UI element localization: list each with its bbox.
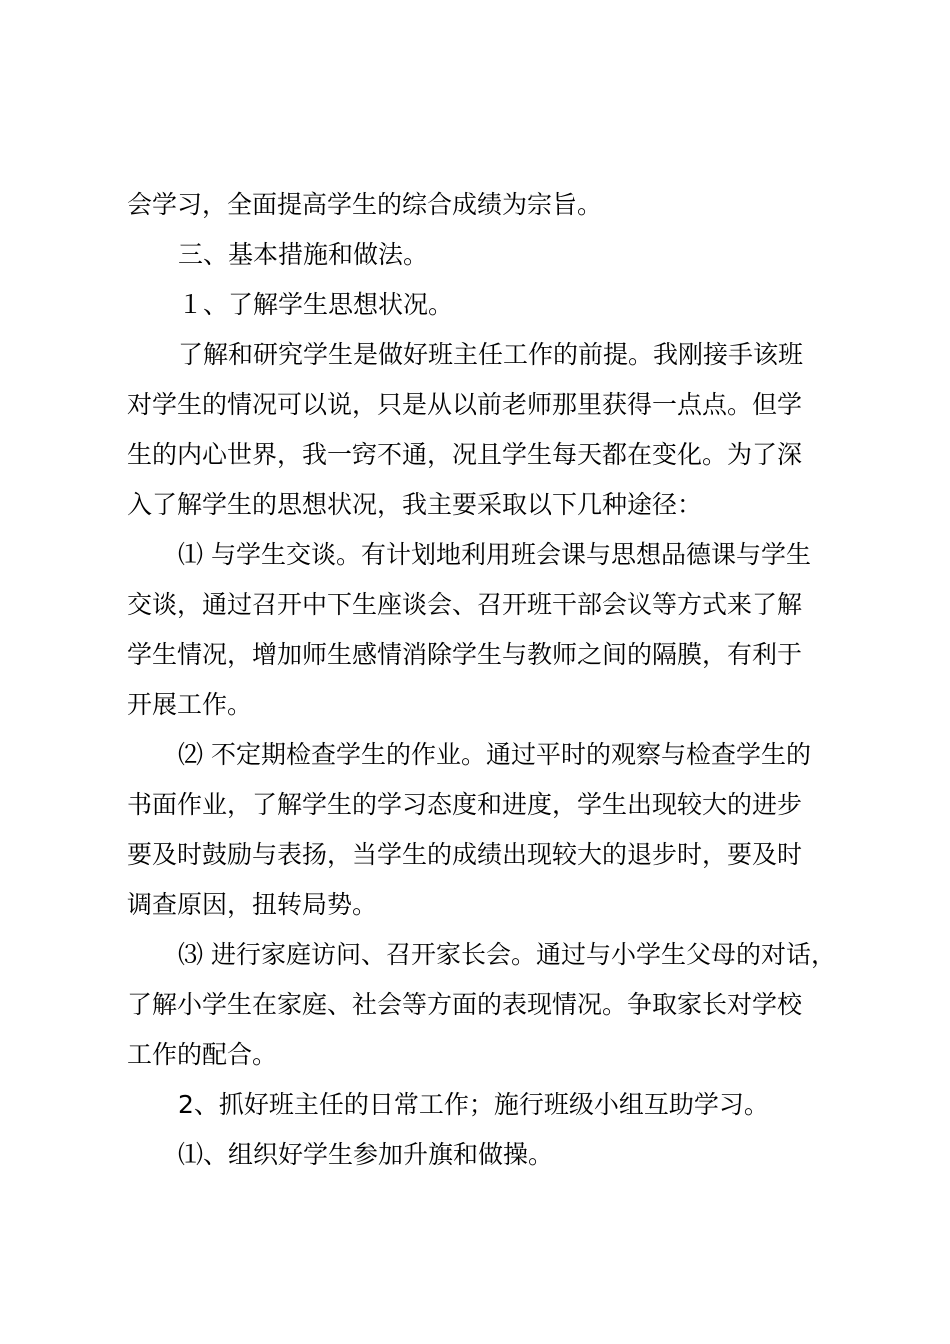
paragraph-line: 了解小学生在家庭、社会等方面的表现情况。争取家长对学校	[127, 990, 803, 1019]
paragraph-line: 对学生的情况可以说，只是从以前老师那里获得一点点。但学	[127, 390, 803, 419]
paragraph-line: ⑶ 进行家庭访问、召开家长会。通过与小学生父母的对话，	[178, 940, 836, 969]
paragraph-line: ⑴、组织好学生参加升旗和做操。	[178, 1140, 554, 1169]
paragraph-line: ⑵ 不定期检查学生的作业。通过平时的观察与检查学生的	[178, 740, 811, 769]
section-heading: 三、基本措施和做法。	[178, 240, 429, 269]
paragraph-line: 生的内心世界，我一窍不通，况且学生每天都在变化。为了深	[127, 440, 803, 469]
paragraph-line: 工作的配合。	[127, 1040, 278, 1069]
paragraph-line: 学生情况，增加师生感情消除学生与教师之间的隔膜，有利于	[127, 640, 803, 669]
paragraph-line: 入了解学生的思想状况，我主要采取以下几种途径：	[127, 490, 703, 519]
paragraph-line: 书面作业，了解学生的学习态度和进度，学生出现较大的进步	[127, 790, 803, 819]
subsection-heading: １、了解学生思想状况。	[178, 290, 454, 319]
paragraph-line: 要及时鼓励与表扬，当学生的成绩出现较大的退步时，要及时	[127, 840, 803, 869]
paragraph-line: ⑴ 与学生交谈。有计划地利用班会课与思想品德课与学生	[178, 540, 811, 569]
text-line: 会学习，全面提高学生的综合成绩为宗旨。	[127, 190, 603, 219]
paragraph-line: 了解和研究学生是做好班主任工作的前提。我刚接手该班	[178, 340, 804, 369]
paragraph-line: 开展工作。	[127, 690, 253, 719]
subsection-heading: 2、抓好班主任的日常工作；施行班级小组互助学习。	[178, 1090, 769, 1119]
paragraph-line: 调查原因，扭转局势。	[127, 890, 378, 919]
paragraph-line: 交谈，通过召开中下生座谈会、召开班干部会议等方式来了解	[127, 590, 803, 619]
